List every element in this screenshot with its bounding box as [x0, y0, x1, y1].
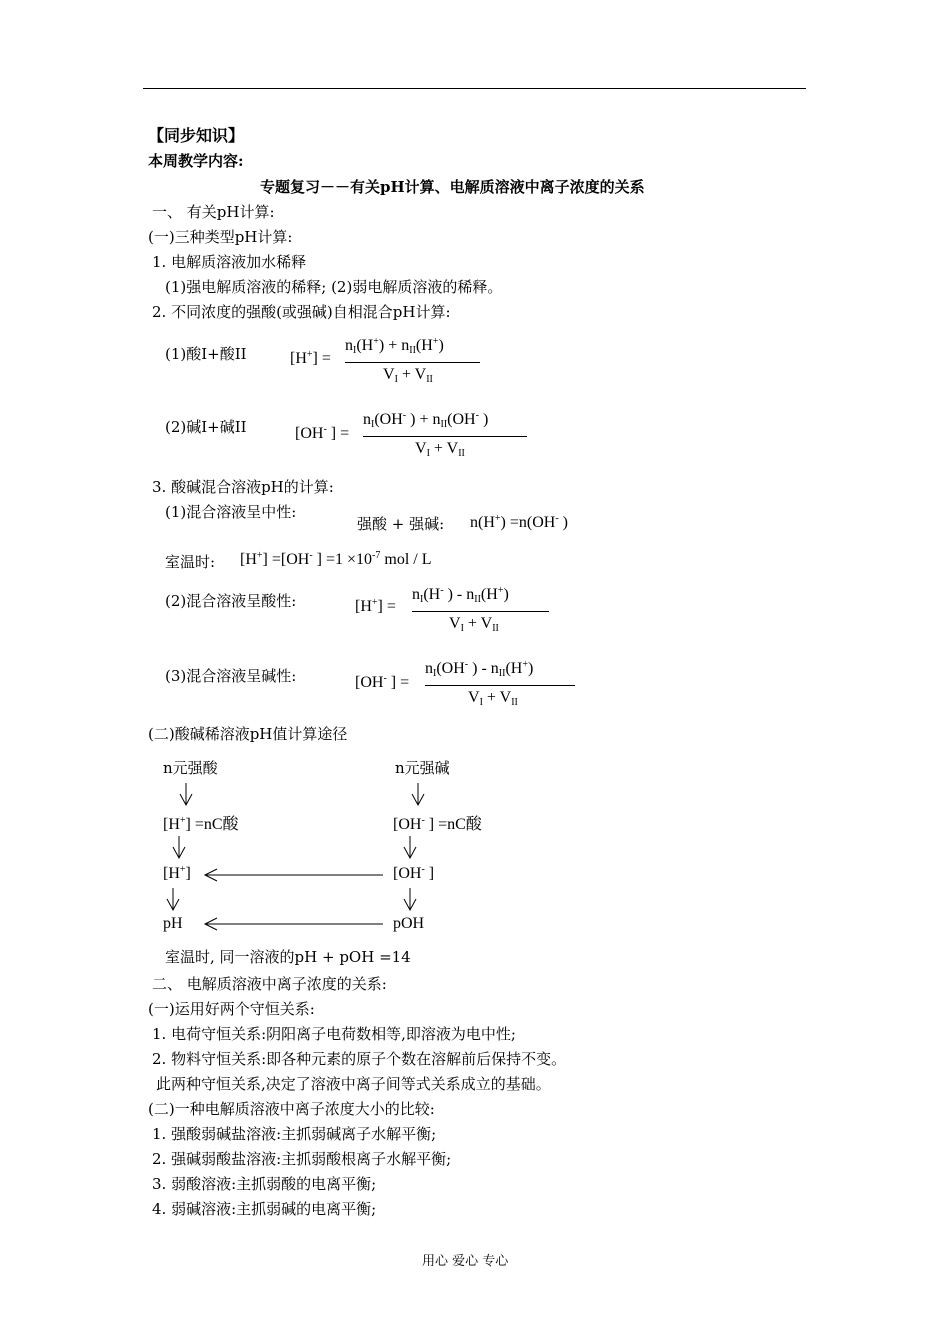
section-1a-heading: (一)三种类型pH计算: [148, 228, 293, 246]
arrow-down-icon [167, 888, 179, 910]
item-1-sub: (1)强电解质溶液的稀释; (2)弱电解质溶液的稀释。 [165, 278, 503, 296]
section-1b-heading: (二)酸碱稀溶液pH值计算途径 [148, 725, 348, 743]
item-1: 1. 电解质溶液加水稀释 [152, 253, 307, 271]
item-2: 2. 不同浓度的强酸(或强碱)自相混合pH计算: [152, 303, 451, 321]
flow-right-top: n元强碱 [395, 759, 450, 777]
section-1-heading: 一、 有关pH计算: [152, 203, 275, 221]
item-3: 3. 酸碱混合溶液pH的计算: [152, 478, 334, 496]
flow-right-poh: pOH [393, 915, 425, 932]
section-heading: 【同步知识】 [148, 126, 245, 145]
room-temp-equation: [H+] =[OH- ] $=1 \times 10^{-7}$ mol / L [240, 550, 432, 568]
section-2-heading: 二、 电解质溶液中离子浓度的关系: [152, 975, 387, 993]
ph-sum-note: 室温时, 同一溶液的pH + pOH =14 [165, 948, 411, 966]
document-title: 专题复习－－有关pH计算、电解质溶液中离子浓度的关系 [260, 178, 645, 196]
neutral-equation: n(H+) =n(OH- ) [470, 513, 568, 531]
formula-h-lhs: [H+] = [290, 349, 331, 367]
formula-basic-lhs: [OH- ] = [355, 673, 410, 691]
arrow-left-icon [205, 869, 383, 881]
compare-2: 2. 强碱弱酸盐溶液:主抓弱酸根离子水解平衡; [152, 1150, 452, 1168]
arrow-left-icon [205, 918, 383, 930]
flow-left-top: n元强酸 [163, 759, 218, 777]
neutral-eq-prefix: 强酸 + 强碱: [357, 515, 445, 533]
conservation-2: 2. 物料守恒关系:即各种元素的原子个数在溶解前后保持不变。 [152, 1050, 567, 1068]
compare-3: 3. 弱酸溶液:主抓弱酸的电离平衡; [152, 1175, 377, 1193]
room-temp-label: 室温时: [165, 553, 216, 571]
section-2a-heading: (一)运用好两个守恒关系: [148, 1000, 315, 1018]
compare-4: 4. 弱碱溶液:主抓弱碱的电离平衡; [152, 1200, 377, 1218]
item-3-2: (2)混合溶液呈酸性: [165, 592, 297, 610]
flow-right-oh: [OH- ] [393, 864, 435, 882]
arrow-down-icon [173, 836, 185, 858]
section-2b-heading: (二)一种电解质溶液中离子浓度大小的比较: [148, 1100, 435, 1118]
flow-left-mid: [H+] =nC酸 [163, 815, 239, 833]
item-3-3: (3)混合溶液呈碱性: [165, 667, 297, 685]
arrow-down-icon [404, 836, 416, 858]
footer: 用心 爱心 专心 [422, 1254, 509, 1269]
flow-left-h: [H+] [163, 864, 191, 882]
item-2-2: (2)碱I+碱II [165, 418, 247, 436]
arrow-down-icon [412, 783, 424, 805]
flow-right-mid: [OH- ] =nC酸 [393, 815, 482, 833]
flow-left-ph: pH [163, 915, 183, 932]
conservation-1: 1. 电荷守恒关系:阴阳离子电荷数相等,即溶液为电中性; [152, 1025, 516, 1043]
arrow-down-icon [404, 888, 416, 910]
arrow-down-icon [180, 783, 192, 805]
item-2-1: (1)酸I+酸II [165, 345, 247, 363]
compare-1: 1. 强酸弱碱盐溶液:主抓弱碱离子水解平衡; [152, 1125, 437, 1143]
subheading: 本周教学内容: [148, 152, 244, 170]
conservation-note: 此两种守恒关系,决定了溶液中离子间等式关系成立的基础。 [156, 1075, 551, 1093]
formula-oh-lhs: [OH- ] = [295, 424, 350, 442]
item-3-1: (1)混合溶液呈中性: [165, 503, 297, 521]
formula-acidic-lhs: [H+] = [355, 597, 396, 615]
